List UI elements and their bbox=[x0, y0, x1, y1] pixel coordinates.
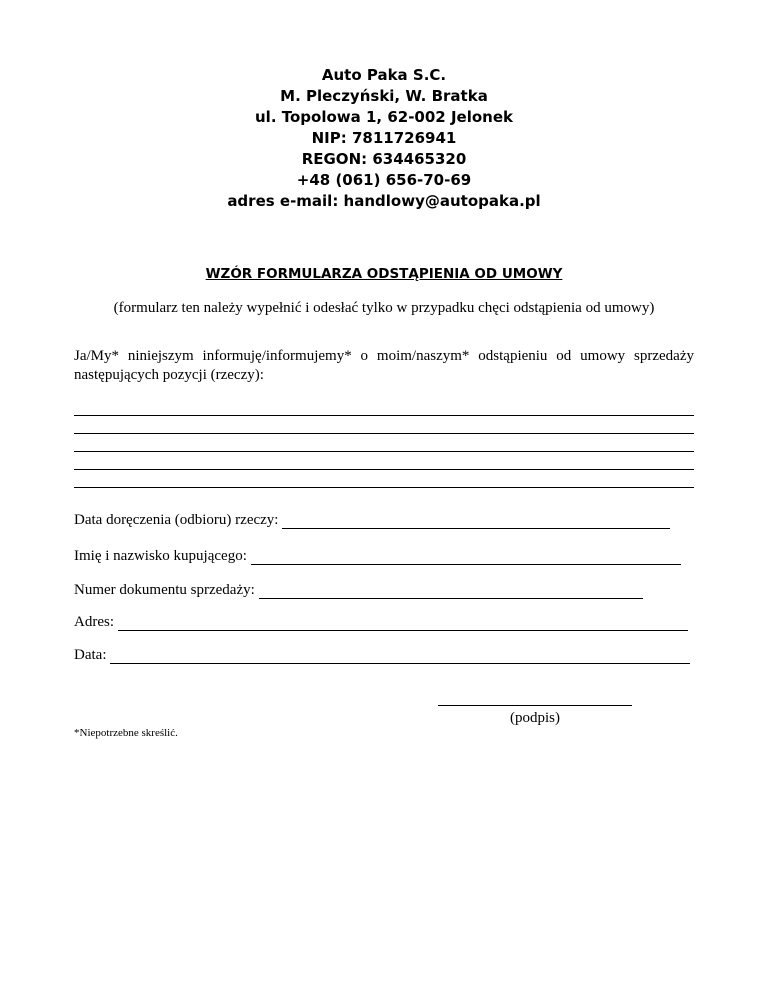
company-regon: REGON: 634465320 bbox=[301, 150, 467, 168]
company-name: Auto Paka S.C. bbox=[321, 66, 447, 84]
delivery-date-field bbox=[74, 512, 670, 529]
document-number-field bbox=[74, 582, 643, 599]
items-fill-lines[interactable] bbox=[74, 398, 694, 488]
items-line[interactable] bbox=[74, 434, 694, 452]
date-field bbox=[74, 647, 690, 664]
signature-line[interactable] bbox=[438, 705, 632, 706]
items-line[interactable] bbox=[74, 470, 694, 488]
buyer-name-label: Imię i nazwisko kupującego: bbox=[74, 548, 247, 564]
company-owners: M. Pleczyński, W. Bratka bbox=[280, 87, 488, 105]
company-header bbox=[0, 65, 768, 212]
company-address: ul. Topolowa 1, 62-002 Jelonek bbox=[255, 108, 513, 126]
address-label: Adres: bbox=[74, 614, 114, 630]
date-label: Data: bbox=[74, 647, 107, 663]
items-line[interactable] bbox=[74, 452, 694, 470]
footnote: *Niepotrzebne skreślić. bbox=[74, 727, 178, 739]
address-field bbox=[74, 614, 688, 631]
document-number-fill-line[interactable] bbox=[259, 583, 643, 599]
document-number-label: Numer dokumentu sprzedaży: bbox=[74, 582, 255, 598]
buyer-name-field bbox=[74, 548, 681, 565]
company-email: adres e-mail: handlowy@autopaka.pl bbox=[227, 192, 541, 210]
address-fill-line[interactable] bbox=[118, 615, 688, 631]
buyer-name-fill-line[interactable] bbox=[251, 549, 681, 565]
form-title: WZÓR FORMULARZA ODSTĄPIENIA OD UMOWY bbox=[205, 266, 563, 282]
signature-label: (podpis) bbox=[510, 710, 560, 726]
items-line[interactable] bbox=[74, 416, 694, 434]
delivery-date-fill-line[interactable] bbox=[282, 513, 670, 529]
date-fill-line[interactable] bbox=[110, 648, 690, 664]
form-note: (formularz ten należy wypełnić i odesłać tylko w przypadku chęci odstąpienia od umowy) bbox=[113, 300, 655, 316]
items-line[interactable] bbox=[74, 398, 694, 416]
delivery-date-label: Data doręczenia (odbioru) rzeczy: bbox=[74, 512, 279, 528]
company-phone: +48 (061) 656-70-69 bbox=[296, 171, 472, 189]
company-nip: NIP: 7811726941 bbox=[311, 129, 457, 147]
withdrawal-statement: Ja/My* niniejszym informuję/informujemy* o moim/naszym* odstąpieniu od umowy sprzedaży następujących pozycji (rzeczy): bbox=[74, 348, 694, 383]
